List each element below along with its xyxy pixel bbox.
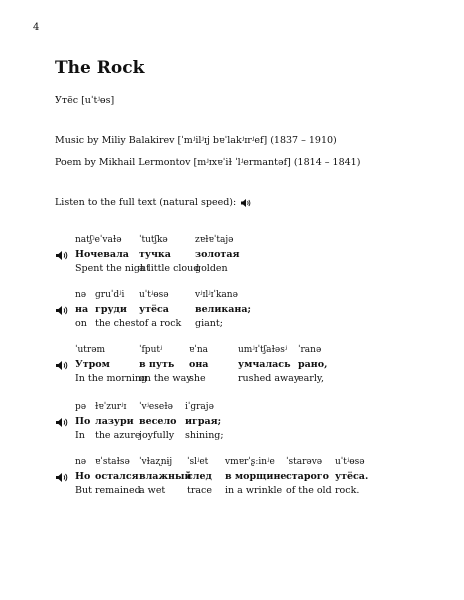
- english-word: early,: [298, 373, 324, 384]
- russian-word: тучка: [139, 249, 171, 260]
- ipa-word: ˈslʲet: [187, 457, 209, 467]
- english-word: joyfully: [139, 430, 175, 441]
- speaker-icon[interactable]: [55, 305, 69, 316]
- listen-label: Listen to the full text (natural speed):: [55, 197, 237, 208]
- russian-word: остался: [95, 471, 139, 482]
- ipa-word: iˈɡrajə: [185, 402, 214, 412]
- ipa-word: ˈtutʃkə: [139, 235, 168, 245]
- russian-word: рано,: [298, 359, 328, 370]
- russian-word: умчалась: [238, 359, 291, 370]
- ipa-word: ɐˈna: [189, 345, 209, 355]
- russian-word: утёса: [139, 304, 169, 315]
- music-credit: Music by Miliy Balakirev [ˈmʲilʲɪj bɐˈlakʲɪrʲef] (1837 – 1910): [55, 135, 337, 146]
- page-number: 4: [33, 22, 40, 33]
- ipa-word: nə: [75, 457, 87, 467]
- listen-full-text: [55, 197, 251, 208]
- russian-word: Ночевала: [75, 249, 129, 260]
- english-word: the chest: [95, 318, 140, 329]
- english-word: rushed away: [238, 373, 300, 384]
- ipa-word: ˈstarəvə: [286, 457, 323, 467]
- english-word: In: [75, 430, 85, 441]
- russian-word: груди: [95, 304, 127, 315]
- ipa-word: uˈtʲɵsə: [139, 290, 169, 300]
- ipa-word: ɐˈstaɫsə: [95, 457, 130, 467]
- ipa-word: ɡruˈdʲi: [95, 290, 125, 300]
- speaker-icon[interactable]: [55, 472, 69, 483]
- poem-credit: Poem by Mikhail Lermontov [mʲɪxɐˈiɫ ˈlʲermantəf] (1814 – 1841): [55, 157, 361, 168]
- russian-word: на: [75, 304, 89, 315]
- russian-word: Утром: [75, 359, 110, 370]
- speaker-icon[interactable]: [55, 360, 69, 371]
- russian-word: утёса.: [335, 471, 369, 482]
- russian-word: золотая: [195, 249, 240, 260]
- page-subtitle: Утёс [uˈtʲɵs]: [55, 95, 115, 106]
- russian-word: след: [187, 471, 212, 482]
- russian-word: влажный: [139, 471, 192, 482]
- speaker-icon[interactable]: [55, 417, 69, 428]
- ipa-word: natʃʲeˈvaɫə: [75, 235, 122, 245]
- ipa-word: ˈfputʲ: [139, 345, 163, 355]
- english-word: trace: [187, 485, 212, 496]
- ipa-word: ˈranə: [298, 345, 322, 355]
- english-word: In the morning: [75, 373, 148, 384]
- speaker-icon[interactable]: [55, 250, 69, 261]
- russian-word: она: [189, 359, 209, 370]
- english-word: rock.: [335, 485, 360, 496]
- english-word: the azure: [95, 430, 141, 441]
- russian-word: весело: [139, 416, 177, 427]
- speaker-icon[interactable]: [240, 198, 251, 208]
- english-word: golden: [195, 263, 228, 274]
- ipa-word: ˈutrəm: [75, 345, 106, 355]
- russian-word: По: [75, 416, 91, 427]
- english-word: in a wrinkle: [225, 485, 283, 496]
- ipa-word: vmɐrˈʂːinʲe: [225, 457, 275, 467]
- english-word: shining;: [185, 430, 224, 441]
- russian-word: лазури: [95, 416, 134, 427]
- russian-word: старого: [286, 471, 329, 482]
- ipa-word: uˈtʲɵsə: [335, 457, 365, 467]
- ipa-word: ˈvʲeseɫə: [139, 402, 173, 412]
- russian-word: играя;: [185, 416, 222, 427]
- english-word: But: [75, 485, 92, 496]
- russian-word: великана;: [195, 304, 252, 315]
- russian-word: Но: [75, 471, 91, 482]
- russian-word: в путь: [139, 359, 175, 370]
- english-word: she: [189, 373, 206, 384]
- english-word: a little cloud: [139, 263, 200, 274]
- english-word: Spent the night: [75, 263, 150, 274]
- ipa-word: zɐɫɐˈtajə: [195, 235, 234, 245]
- english-word: on: [75, 318, 87, 329]
- ipa-word: vʲɪlʲɪˈkanə: [195, 290, 238, 300]
- ipa-word: umʲɪˈtʃaɫəsʲ: [238, 345, 288, 355]
- english-word: remained: [95, 485, 141, 496]
- ipa-word: nə: [75, 290, 87, 300]
- english-word: of the old: [286, 485, 332, 496]
- page-title: The Rock: [55, 58, 145, 78]
- english-word: giant;: [195, 318, 223, 329]
- english-word: of a rock: [139, 318, 182, 329]
- ipa-word: pə: [75, 402, 87, 412]
- ipa-word: ɫɐˈzurʲɪ: [95, 402, 127, 412]
- ipa-word: ˈvɫaʐnɨj: [139, 457, 173, 467]
- english-word: a wet: [139, 485, 166, 496]
- russian-word: в морщине: [225, 471, 287, 482]
- english-word: on the way: [139, 373, 192, 384]
